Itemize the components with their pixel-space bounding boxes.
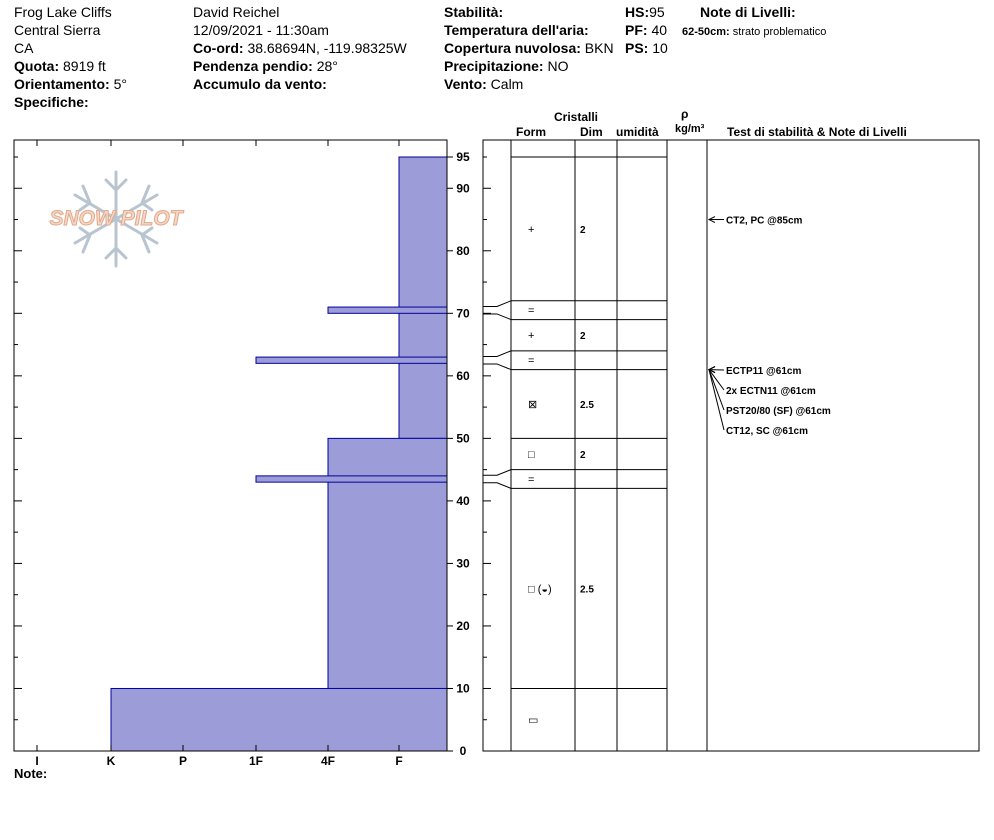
test-label: 2x ECTN11 @61cm xyxy=(726,386,816,397)
test-leader xyxy=(709,370,724,430)
y-tick-label: 80 xyxy=(456,243,470,258)
y-tick-label: 30 xyxy=(456,556,470,571)
layer-dim: 2.5 xyxy=(580,584,594,596)
hardness-bar xyxy=(111,688,447,751)
hs-label: HS: xyxy=(625,4,650,20)
layer-form: = xyxy=(528,474,535,487)
col-density-unit: kg/m³ xyxy=(675,123,705,135)
y-tick-label: 70 xyxy=(456,306,470,321)
layer-form: + xyxy=(528,330,535,343)
ps-label: PS: xyxy=(625,40,649,56)
x-tick-label: 1F xyxy=(248,754,264,768)
hardness-bar xyxy=(328,307,447,313)
layer-form: □ xyxy=(528,449,535,461)
ps-value: 10 xyxy=(652,40,668,56)
y-tick-label: 0 xyxy=(459,744,467,758)
layer-form: ▭ xyxy=(528,714,539,727)
test-label: ECTP11 @61cm xyxy=(726,366,802,377)
stability-tests xyxy=(709,216,831,437)
x-tick-label: P xyxy=(178,754,188,768)
layer-form: + xyxy=(528,223,535,236)
hardness-bar xyxy=(256,357,447,363)
elevation-value: 8919 ft xyxy=(63,58,106,74)
col-crystals: Cristalli xyxy=(554,110,599,124)
location: Frog Lake Cliffs xyxy=(14,4,112,20)
layer-connector xyxy=(483,483,511,489)
y-tick-label: 50 xyxy=(456,431,470,446)
y-tick-label: 95 xyxy=(456,150,470,164)
pf-label: PF: xyxy=(625,22,648,38)
layer-note-text: strato problematico xyxy=(732,26,827,38)
hardness-bar xyxy=(399,157,447,438)
precip-label: Precipitazione: xyxy=(444,58,544,74)
layer-dim: 2 xyxy=(580,331,586,343)
aspect-label: Orientamento: xyxy=(14,76,110,92)
x-tick-label: 4F xyxy=(320,754,336,768)
layer-connector xyxy=(483,351,511,357)
aspect-value: 5° xyxy=(113,76,127,92)
hardness-bar xyxy=(256,476,447,482)
layer-form: □ (◒) xyxy=(528,583,552,596)
state: CA xyxy=(14,40,34,56)
layer-dim: 2.5 xyxy=(580,399,594,411)
logo-text: SNOW PILOT xyxy=(49,207,183,230)
layer-form: = xyxy=(528,355,535,368)
pf-value: 40 xyxy=(651,22,668,38)
y-tick-label: 60 xyxy=(456,368,470,383)
y-tick-label: 20 xyxy=(456,618,470,633)
wind-value: Calm xyxy=(490,76,524,92)
datetime: 12/09/2021 - 11:30am xyxy=(193,22,329,38)
layer-notes-title-text: Note di Livelli: xyxy=(700,4,796,20)
hardness-bars xyxy=(111,157,447,751)
y-tick-label: 10 xyxy=(456,681,470,696)
wind-loading-label: Accumulo da vento: xyxy=(193,76,327,92)
elevation-label: Quota: xyxy=(14,58,60,74)
coord-value: 38.68694N, -119.98325W xyxy=(247,40,407,56)
x-tick-label: I xyxy=(35,754,39,768)
air-temp-label: Temperatura dell'aria: xyxy=(444,22,589,38)
col-form: Form xyxy=(516,125,546,139)
layer-form: ⊠ xyxy=(528,398,538,411)
stability-label: Stabilità: xyxy=(444,4,504,20)
test-label: CT2, PC @85cm xyxy=(726,215,803,227)
layer-note-range: 62-50cm: xyxy=(682,26,730,38)
table-column-lines xyxy=(511,140,707,751)
test-label: PST20/80 (SF) @61cm xyxy=(726,406,831,417)
snowpilot-logo xyxy=(50,172,185,266)
range: Central Sierra xyxy=(14,22,101,38)
col-rho: ρ xyxy=(681,107,689,121)
layer-connector xyxy=(483,314,511,320)
y-tick-label: 90 xyxy=(456,181,470,196)
layer-dim: 2 xyxy=(580,224,586,236)
coord-label: Co-ord: xyxy=(193,40,244,56)
col-dim: Dim xyxy=(580,125,603,139)
layers-table-frame xyxy=(483,140,979,751)
x-tick-label: F xyxy=(395,754,403,768)
col-tests: Test di stabilità & Note di Livelli xyxy=(727,125,907,139)
test-leader xyxy=(709,370,724,410)
layer-dim: 2 xyxy=(580,450,586,461)
layer-connector xyxy=(483,364,511,370)
observer: David Reichel xyxy=(193,4,280,20)
layer-form: = xyxy=(528,305,535,318)
test-label: CT12, SC @61cm xyxy=(726,426,809,437)
slope-value: 28° xyxy=(316,58,338,74)
sky-label: Copertura nuvolosa: xyxy=(444,40,581,56)
x-tick-label: K xyxy=(106,754,116,768)
col-moisture: umidità xyxy=(616,125,659,139)
slope-label: Pendenza pendio: xyxy=(193,58,313,74)
y-tick-label: 40 xyxy=(456,493,470,508)
hs-value: 95 xyxy=(649,4,665,20)
sky-value: BKN xyxy=(584,40,614,56)
note-label: Note: xyxy=(14,766,48,781)
specifics-label: Specifiche: xyxy=(14,94,89,110)
layer-connector xyxy=(483,301,511,307)
wind-label: Vento: xyxy=(444,76,487,92)
precip-value: NO xyxy=(547,58,569,74)
layer-connector xyxy=(483,470,511,476)
